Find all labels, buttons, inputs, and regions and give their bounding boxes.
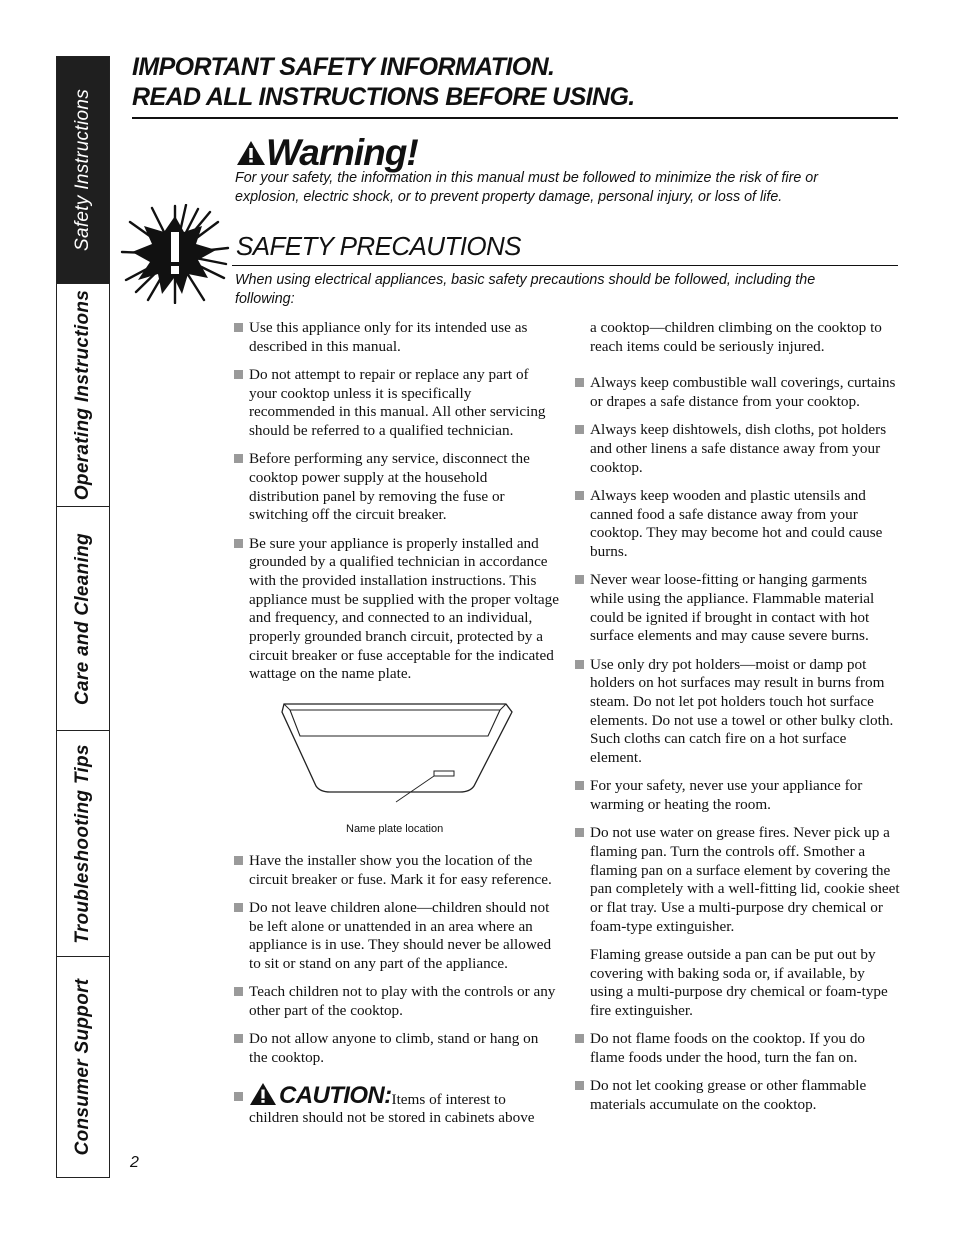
list-item: [575, 571, 900, 646]
list-item-text: Flaming grease outside a pan can be put out by covering with baking soda or, if available, by using a multi-purpose dry chemical or foam-type fire extinguisher.: [590, 945, 888, 1019]
list-item-text: Be sure your appliance is properly installed and grounded by a qualified technician in accordance with the provided installation instructions. This appliance must be supplied with the proper voltage and frequency, and connected to an individual, properly grounded branch circuit, protected by a circuit breaker or fuse acceptable for the indicated wattage on the name plate.: [249, 534, 559, 683]
list-item-text: Use this appliance only for its intended use as described in this manual.: [249, 319, 528, 355]
bullet-square-icon: [234, 454, 243, 463]
list-item-text: Do not attempt to repair or replace any part of your cooktop unless it is specifically recommended in this manual. All other servicing should be referred to a qualified technician.: [249, 365, 546, 440]
warning-title: Warning!: [266, 132, 418, 173]
exclamation-burst-icon: [120, 204, 230, 304]
bullet-square-icon: [575, 491, 584, 500]
list-item: [575, 777, 900, 814]
list-item: [234, 852, 559, 889]
list-item-text: Teach children not to play with the controls or any other part of the cooktop.: [249, 983, 556, 1020]
list-item-text: For your safety, never use your appliance for warming or heating the room.: [590, 777, 863, 813]
bullet-square-icon: [234, 539, 243, 548]
caution-triangle-icon: [249, 1082, 277, 1106]
list-item-text: Do not let cooking grease or other flammable materials accumulate on the cooktop.: [590, 1077, 867, 1113]
nameplate-figure: [234, 702, 559, 842]
tab-operating-instructions[interactable]: [57, 284, 109, 507]
bullet-square-icon: [575, 378, 584, 387]
bullet-square-icon: [234, 370, 243, 379]
tab-safety-instructions[interactable]: [57, 57, 109, 284]
bullet-square-icon: [575, 425, 584, 434]
list-item-text: Do not allow anyone to climb, stand or hang on the cooktop.: [249, 1030, 539, 1066]
caution-body: Items of interest to children should not be stored in cabinets above: [249, 1090, 535, 1127]
tab-label: Troubleshooting Tips: [72, 743, 93, 944]
list-item-text: a cooktop—children climbing on the cooktop to reach items could be seriously injured.: [590, 319, 882, 355]
bullet-square-icon: [575, 575, 584, 584]
caution-label: [249, 1081, 392, 1109]
page-title-line-1: IMPORTANT SAFETY INFORMATION.: [132, 53, 555, 81]
list-item-text: Have the installer show you the location of the circuit breaker or fuse. Mark it for easy reference.: [249, 852, 552, 888]
list-item: [234, 535, 559, 685]
bullet-square-icon: [575, 660, 584, 669]
page-title: [132, 52, 898, 112]
list-item: [234, 983, 559, 1020]
list-item-text: Do not flame foods on the cooktop. If you do flame foods under the hood, turn the fan on.: [590, 1030, 866, 1066]
list-item-continuation: [575, 319, 900, 356]
list-item: [234, 366, 559, 441]
list-item: [575, 656, 900, 768]
list-item-text: Always keep wooden and plastic utensils and canned food a safe distance away from your cooktop. They may become hot and could cause burns.: [590, 486, 883, 561]
caution-word: CAUTION:: [279, 1081, 392, 1109]
tab-consumer-support[interactable]: [57, 957, 109, 1177]
figure-caption: Name plate location: [346, 823, 444, 836]
caution-item: [234, 1082, 559, 1128]
bullet-square-icon: [575, 1034, 584, 1043]
list-item-text: Use only dry pot holders—moist or damp pot holders on hot surfaces may result in burns from steam. Do not let pot holders touch hot surface elements. Do not use a towel or other bulky cloth. Such cloths can catch fire on a hot surface element.: [590, 655, 894, 767]
list-item: [575, 374, 900, 411]
list-item: [575, 1077, 900, 1114]
tab-label: Care and Cleaning: [72, 532, 93, 705]
bullet-square-icon: [234, 1034, 243, 1043]
caution-text: [249, 1082, 559, 1128]
section-intro: When using electrical appliances, basic safety precautions should be followed, including the following:: [235, 272, 816, 307]
list-item-text: Before performing any service, disconnect the cooktop power supply at the household distribution panel by removing the fuse or switching off the circuit breaker.: [249, 450, 530, 524]
page-number: 2: [130, 1154, 139, 1171]
bullet-square-icon: [575, 1081, 584, 1090]
bullet-square-icon: [234, 323, 243, 332]
tab-label: Operating Instructions: [72, 289, 93, 501]
cooktop-illustration: [234, 702, 559, 820]
tab-care-and-cleaning[interactable]: [57, 507, 109, 731]
bullet-square-icon: [575, 828, 584, 837]
list-item: [575, 1030, 900, 1067]
left-column: [234, 319, 559, 1138]
list-item-text: Always keep dishtowels, dish cloths, pot holders and other linens a safe distance away from your cooktop.: [590, 421, 887, 476]
bullet-square-icon: [234, 856, 243, 865]
section-tabs: [56, 56, 110, 1178]
list-item: [575, 421, 900, 477]
bullet-square-icon: [234, 903, 243, 912]
list-item: [234, 899, 559, 974]
page-title-line-2: READ ALL INSTRUCTIONS BEFORE USING.: [132, 83, 635, 111]
warning-triangle-icon: [236, 139, 266, 167]
list-item: [234, 319, 559, 356]
list-item: [575, 824, 900, 936]
list-item-text: Do not leave children alone—children should not be left alone or unattended in an area where an appliance is in use. They should never be allowed to sit or stand on any part of the appliance.: [249, 899, 552, 973]
list-item-text: Always keep combustible wall coverings, curtains or drapes a safe distance from your cooktop.: [590, 374, 896, 411]
right-column: [575, 319, 900, 1124]
bullet-square-icon: [575, 781, 584, 790]
list-item-text: Do not use water on grease fires. Never pick up a flaming pan. Turn the controls off. Smother a flaming pan on a surface element by covering the pan completely with a well-fitting lid, cookie sheet or flat tray. Use a multi-purpose dry chemical or foam-type extinguisher.: [590, 824, 900, 935]
section-divider: [232, 265, 898, 266]
list-item: [234, 450, 559, 525]
list-item-continuation: [575, 946, 900, 1021]
tab-label: Consumer Support: [72, 978, 93, 1156]
list-item: [575, 487, 900, 562]
bullet-square-icon: [234, 1092, 243, 1101]
warning-heading: [236, 132, 418, 174]
header-divider: [132, 117, 898, 119]
warning-text: For your safety, the information in this manual must be followed to minimize the risk of fire or explosion, electric shock, or to prevent property damage, personal injury, or loss of life.: [235, 170, 818, 205]
section-heading: SAFETY PRECAUTIONS: [236, 231, 521, 261]
bullet-square-icon: [234, 987, 243, 996]
list-item-text: Never wear loose-fitting or hanging garments while using the appliance. Flammable material could be ignited if brought in contact with hot surface elements and may cause severe burns.: [590, 571, 875, 645]
list-item: [234, 1030, 559, 1067]
tab-label: Safety Instructions: [72, 89, 93, 251]
tab-troubleshooting-tips[interactable]: [57, 731, 109, 957]
